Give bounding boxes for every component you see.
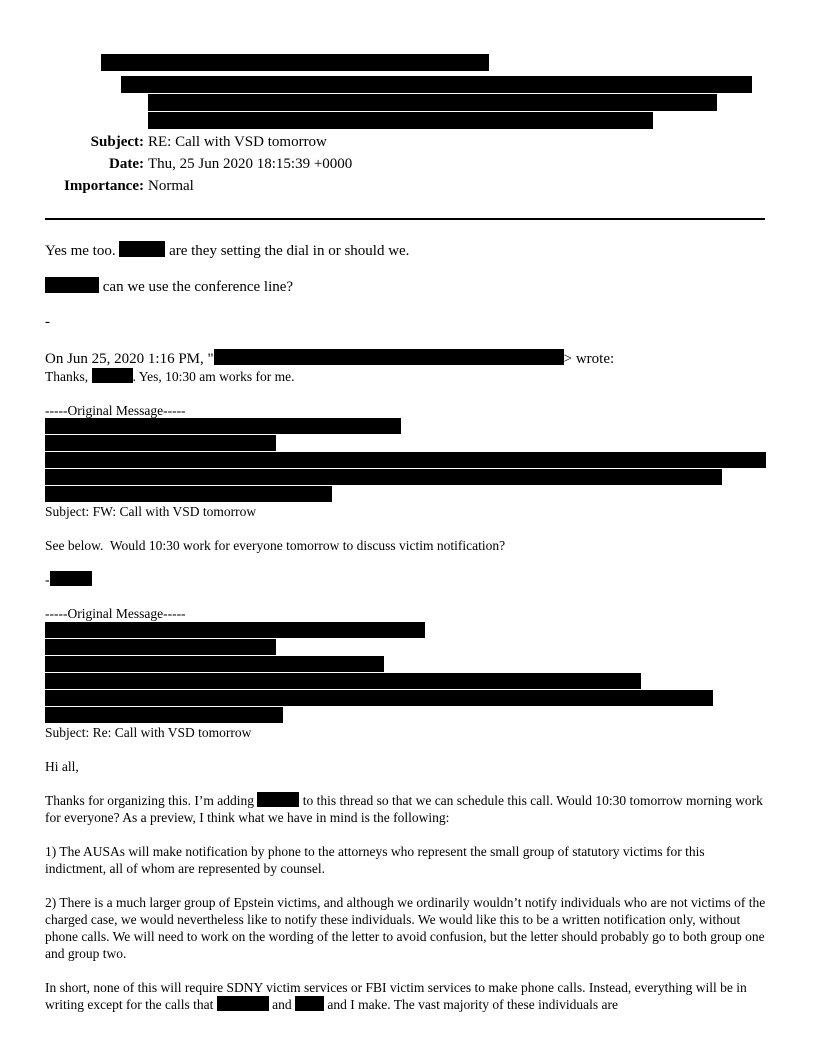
- redacted-sender: [214, 349, 564, 365]
- importance-value: Normal: [148, 178, 194, 194]
- quote2-p1-a: Thanks for organizing this. I’m adding: [45, 793, 254, 808]
- redacted-to-2: [148, 94, 717, 111]
- reply-line-1: [45, 241, 409, 261]
- redacted-header-line: [45, 435, 276, 451]
- redacted-header-line: [45, 656, 384, 672]
- redacted-header-line: [45, 452, 766, 468]
- redacted-header-line: [45, 622, 425, 638]
- reply-line-1-b: are they setting the dial in or should we.: [169, 243, 410, 259]
- redacted-name: [119, 241, 165, 257]
- redacted-header-line: [45, 418, 401, 434]
- quote1-sign-dash: -: [45, 572, 50, 587]
- quote1-orig-header: -----Original Message-----: [45, 403, 186, 418]
- quote1-on-line: [45, 349, 614, 369]
- redacted-name: [50, 571, 92, 586]
- reply-line-1-a: Yes me too.: [45, 243, 116, 259]
- redacted-cc: [148, 112, 653, 129]
- quote1-subject: Subject: FW: Call with VSD tomorrow: [45, 504, 257, 519]
- quote2-paragraph-1: [45, 792, 767, 826]
- redacted-name: [92, 368, 133, 383]
- quote1-thanks-a: Thanks,: [45, 369, 89, 384]
- quote2-orig-header: -----Original Message-----: [45, 606, 186, 621]
- reply-dash: -: [45, 314, 50, 330]
- quote2-paragraph-2: 1) The AUSAs will make notification by phone to the attorneys who represent the small group of statutory victims for this indictment, all of whom are represented by counsel.: [45, 844, 705, 876]
- date-value: Thu, 25 Jun 2020 18:15:39 +0000: [148, 156, 353, 172]
- quote1-sign: [45, 571, 92, 588]
- quote2-p1-b: to this thread so that we can schedule this call. Would 10:30 tomorrow morning work for everyone? As a preview, I think what we have in mind is the following:: [45, 793, 763, 825]
- quote2-p4-a: In short, none of this will require SDNY victim services or FBI victim services to make phone calls. Instead, everything will be in writing except for the calls that: [45, 980, 747, 1012]
- subject-label: Subject:: [90, 134, 144, 150]
- reply-line-2-text: can we use the conference line?: [102, 279, 294, 295]
- quote1-body: See below. Would 10:30 work for everyone tomorrow to discuss victim notification?: [45, 538, 506, 553]
- redacted-to: [121, 76, 752, 93]
- quote2-p4-b: and: [272, 997, 292, 1012]
- redacted-header-line: [45, 707, 283, 723]
- quote2-subject: Subject: Re: Call with VSD tomorrow: [45, 725, 252, 740]
- redacted-header-line: [45, 690, 713, 706]
- quote1-thanks-b: . Yes, 10:30 am works for me.: [132, 369, 295, 384]
- redacted-from: [101, 54, 489, 71]
- redacted-name: [217, 996, 269, 1011]
- reply-line-2: [45, 277, 293, 297]
- redacted-header-line: [45, 673, 641, 689]
- importance-label: Importance:: [64, 178, 144, 194]
- redacted-header-line: [45, 639, 276, 655]
- redacted-header-line: [45, 486, 332, 502]
- header-divider: [45, 218, 765, 220]
- quote2-paragraph-3: 2) There is a much larger group of Epstein victims, and although we ordinarily wouldn’t notify individuals who are not victims of the charged case, we would nevertheless like to notify these individuals. We would like this to be a written notification only, without phone calls. We will need to work on the wording of the letter to avoid confusion, but the letter should probably go to both group one and group two.: [45, 895, 766, 961]
- subject-value: RE: Call with VSD tomorrow: [148, 134, 327, 150]
- redacted-name: [295, 996, 324, 1011]
- date-label: Date:: [109, 156, 144, 172]
- quote1-on-a: On Jun 25, 2020 1:16 PM, ": [45, 351, 214, 367]
- quote2-greeting: Hi all,: [45, 759, 79, 774]
- quote2-paragraph-4: [45, 979, 767, 1013]
- redacted-header-line: [45, 469, 722, 485]
- quote1-thanks: [45, 368, 295, 385]
- quote2-p4-c: and I make. The vast majority of these individuals are: [327, 997, 618, 1012]
- redacted-name: [257, 792, 299, 807]
- quote1-on-b: > wrote:: [563, 351, 615, 367]
- redacted-name: [45, 277, 99, 293]
